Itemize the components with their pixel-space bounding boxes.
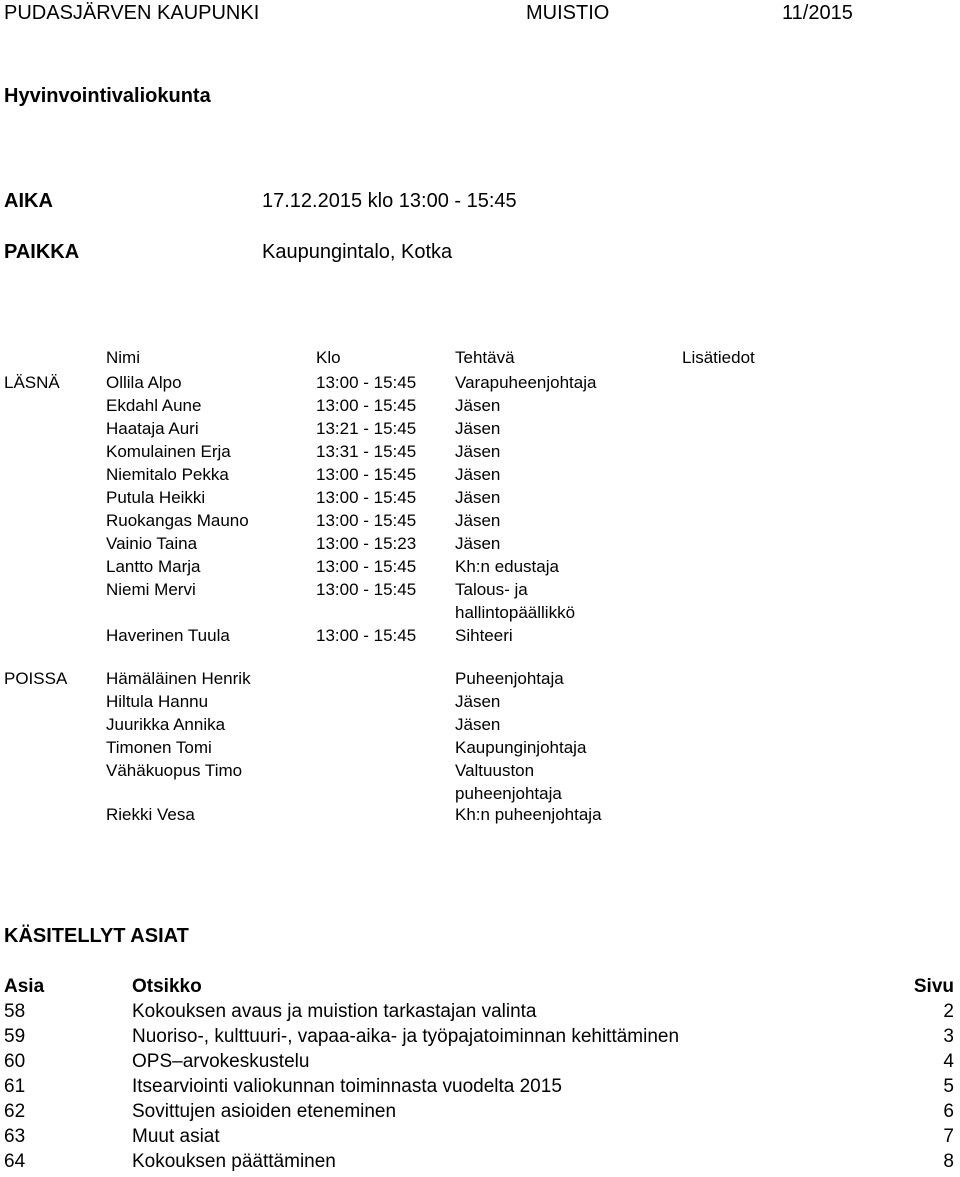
column-header-name: Nimi bbox=[106, 348, 140, 367]
agenda-item-number: 64 bbox=[4, 1151, 26, 1172]
present-name: Lantto Marja bbox=[106, 557, 201, 576]
absent-name: Hiltula Hannu bbox=[106, 692, 209, 711]
agenda-column-title: Otsikko bbox=[132, 976, 202, 997]
agenda-item-number: 63 bbox=[4, 1126, 26, 1147]
present-role: Jäsen bbox=[455, 396, 501, 415]
place-label: PAIKKA bbox=[4, 241, 80, 263]
present-role: Jäsen bbox=[455, 511, 501, 530]
present-label: LÄSNÄ bbox=[4, 373, 60, 392]
agenda-item-page: 3 bbox=[943, 1026, 954, 1047]
agenda-item-page: 4 bbox=[943, 1051, 954, 1072]
agenda-item-title: Muut asiat bbox=[132, 1126, 220, 1147]
absent-role: Kh:n puheenjohtaja bbox=[455, 805, 602, 824]
agenda-item-number: 58 bbox=[4, 1001, 26, 1022]
agenda-item-title: Kokouksen päättäminen bbox=[132, 1151, 336, 1172]
present-name: Vainio Taina bbox=[106, 534, 198, 553]
agenda-item-title: Itsearviointi valiokunnan toiminnasta vuodelta 2015 bbox=[132, 1076, 562, 1097]
present-role: Jäsen bbox=[455, 488, 501, 507]
present-time: 13:00 - 15:45 bbox=[316, 396, 417, 415]
agenda-item-page: 8 bbox=[943, 1151, 954, 1172]
document-type: MUISTIO bbox=[526, 2, 610, 24]
absent-name: Juurikka Annika bbox=[106, 715, 226, 734]
present-time: 13:00 - 15:45 bbox=[316, 511, 417, 530]
present-name: Niemi Mervi bbox=[106, 580, 196, 599]
absent-name: Riekki Vesa bbox=[106, 805, 195, 824]
present-time: 13:31 - 15:45 bbox=[316, 442, 417, 461]
time-label: AIKA bbox=[4, 190, 53, 212]
present-role: Jäsen bbox=[455, 419, 501, 438]
present-role-continued: hallintopäällikkö bbox=[455, 603, 576, 622]
agenda-item-page: 6 bbox=[943, 1101, 954, 1122]
agenda-item-page: 7 bbox=[943, 1126, 954, 1147]
absent-role: Valtuuston bbox=[455, 761, 535, 780]
agenda-item-number: 59 bbox=[4, 1026, 26, 1047]
present-name: Putula Heikki bbox=[106, 488, 206, 507]
agenda-item-number: 60 bbox=[4, 1051, 26, 1072]
agenda-item-page: 5 bbox=[943, 1076, 954, 1097]
absent-name: Timonen Tomi bbox=[106, 738, 212, 757]
present-name: Niemitalo Pekka bbox=[106, 465, 229, 484]
present-name: Ollila Alpo bbox=[106, 373, 182, 392]
agenda-item-title: Kokouksen avaus ja muistion tarkastajan valinta bbox=[132, 1001, 537, 1022]
present-name: Komulainen Erja bbox=[106, 442, 231, 461]
absent-role: Puheenjohtaja bbox=[455, 669, 564, 688]
column-header-time: Klo bbox=[316, 348, 341, 367]
present-name: Haataja Auri bbox=[106, 419, 199, 438]
absent-role-continued: puheenjohtaja bbox=[455, 784, 562, 803]
absent-name: Vähäkuopus Timo bbox=[106, 761, 243, 780]
column-header-info: Lisätiedot bbox=[682, 348, 755, 367]
present-name: Ruokangas Mauno bbox=[106, 511, 249, 530]
present-time: 13:00 - 15:45 bbox=[316, 465, 417, 484]
present-time: 13:00 - 15:45 bbox=[316, 557, 417, 576]
organization-name: PUDASJÄRVEN KAUPUNKI bbox=[4, 2, 260, 24]
present-role: Jäsen bbox=[455, 442, 501, 461]
present-role: Kh:n edustaja bbox=[455, 557, 559, 576]
committee-name: Hyvinvointivaliokunta bbox=[4, 85, 211, 107]
absent-role: Kaupunginjohtaja bbox=[455, 738, 587, 757]
present-role: Varapuheenjohtaja bbox=[455, 373, 597, 392]
column-header-role: Tehtävä bbox=[455, 348, 515, 367]
present-time: 13:00 - 15:45 bbox=[316, 626, 417, 645]
agenda-item-title: OPS–arvokeskustelu bbox=[132, 1051, 310, 1072]
agenda-item-number: 61 bbox=[4, 1076, 26, 1097]
present-time: 13:00 - 15:45 bbox=[316, 580, 417, 599]
present-role: Jäsen bbox=[455, 465, 501, 484]
agenda-heading: KÄSITELLYT ASIAT bbox=[4, 925, 189, 947]
present-name: Ekdahl Aune bbox=[106, 396, 202, 415]
present-role: Sihteeri bbox=[455, 626, 513, 645]
absent-label: POISSA bbox=[4, 669, 68, 688]
present-time: 13:21 - 15:45 bbox=[316, 419, 417, 438]
document-number: 11/2015 bbox=[782, 2, 853, 24]
agenda-item-title: Nuoriso-, kulttuuri-, vapaa-aika- ja työpajatoiminnan kehittäminen bbox=[132, 1026, 680, 1047]
agenda-item-number: 62 bbox=[4, 1101, 26, 1122]
present-role: Talous- ja bbox=[455, 580, 528, 599]
absent-role: Jäsen bbox=[455, 715, 501, 734]
present-name: Haverinen Tuula bbox=[106, 626, 230, 645]
present-time: 13:00 - 15:45 bbox=[316, 488, 417, 507]
agenda-column-number: Asia bbox=[4, 976, 45, 997]
absent-role: Jäsen bbox=[455, 692, 501, 711]
absent-name: Hämäläinen Henrik bbox=[106, 669, 251, 688]
present-time: 13:00 - 15:45 bbox=[316, 373, 417, 392]
present-role: Jäsen bbox=[455, 534, 501, 553]
agenda-column-page: Sivu bbox=[913, 976, 954, 997]
place-value: Kaupungintalo, Kotka bbox=[262, 241, 453, 263]
present-time: 13:00 - 15:23 bbox=[316, 534, 417, 553]
time-value: 17.12.2015 klo 13:00 - 15:45 bbox=[262, 190, 517, 212]
agenda-item-page: 2 bbox=[943, 1001, 954, 1022]
agenda-item-title: Sovittujen asioiden eteneminen bbox=[132, 1101, 397, 1122]
